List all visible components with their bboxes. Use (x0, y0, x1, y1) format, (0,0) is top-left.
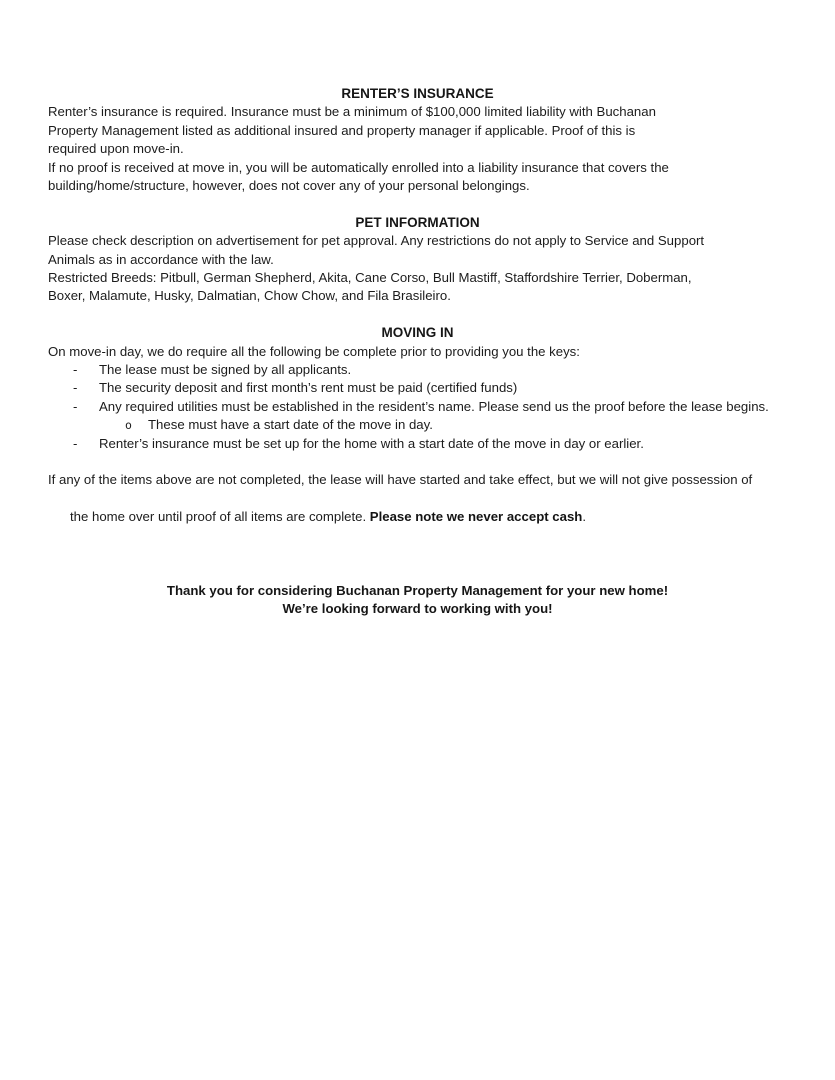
moving-in-intro-line: On move-in day, we do require all the following be complete prior to providing you the keys: (48, 343, 580, 359)
dash-bullet-marker: - (73, 435, 78, 451)
sub-bullet-item (48, 416, 787, 434)
bullet-item (48, 435, 787, 453)
bullet-text: Renter’s insurance must be set up for the home with a start date of the move in day or earlier. (99, 435, 644, 451)
bullet-item (48, 379, 787, 397)
paragraph-line: Please check description on advertisement for pet approval. Any restrictions do not apply to Service and Support (48, 233, 705, 249)
paragraph-line: Property Management listed as additional insured and property manager if applicable. Proof of this is (48, 122, 636, 138)
section-heading-renters-insurance: RENTER’S INSURANCE (341, 86, 494, 101)
dash-bullet-marker: - (73, 362, 78, 378)
bullet-text: Any required utilities must be established in the resident’s name. Please send us the proof before the lease begins. (99, 398, 769, 414)
closing-text-period: . (582, 509, 587, 525)
section-heading-moving-in: MOVING IN (381, 325, 454, 341)
bullet-text: The lease must be signed by all applicants. (99, 362, 352, 378)
paragraph-line: required upon move-in. (48, 141, 184, 157)
dash-bullet-marker: - (73, 398, 78, 414)
closing-text-normal: the home over until proof of all items are complete. (69, 509, 370, 525)
paragraph-line: Animals as in accordance with the law. (48, 251, 274, 267)
dash-bullet-marker: - (73, 380, 78, 396)
paragraph-gap (48, 453, 787, 471)
paragraph-line: building/home/structure, however, does not cover any of your personal belongings. (48, 178, 530, 194)
paragraph-line: Renter’s insurance is required. Insurance must be a minimum of $100,000 limited liability with Buchanan (48, 104, 656, 120)
closing-paragraph-line: If any of the items above are not completed, the lease will have started and take effect, but we will not give possession of (48, 472, 753, 488)
paragraph-line: If no proof is received at move in, you will be automatically enrolled into a liability insurance that covers the (48, 159, 669, 175)
closing-paragraph-line (48, 490, 787, 545)
bullet-item (48, 361, 787, 379)
circle-bullet-marker: o (125, 418, 132, 433)
bullet-item (48, 398, 787, 416)
section-heading-pet-information: PET INFORMATION (355, 214, 480, 230)
paragraph-line: Boxer, Malamute, Husky, Dalmatian, Chow Chow, and Fila Brasileiro. (48, 288, 451, 304)
closing-gap (48, 545, 787, 563)
bullet-text: The security deposit and first month’s rent must be paid (certified funds) (99, 380, 518, 396)
closing-gap (48, 564, 787, 582)
section-gap (48, 306, 787, 324)
bullet-text: These must have a start date of the move in day. (148, 417, 433, 433)
section-gap (48, 195, 787, 213)
closing-text-bold-no-cash: Please note we never accept cash (369, 509, 583, 525)
looking-forward-line: We’re looking forward to working with you! (282, 601, 553, 617)
thank-you-line: Thank you for considering Buchanan Property Management for your new home! (166, 582, 669, 598)
paragraph-line: Restricted Breeds: Pitbull, German Shepherd, Akita, Cane Corso, Bull Mastiff, Staffordshire Terrier, Doberman, (48, 270, 692, 286)
